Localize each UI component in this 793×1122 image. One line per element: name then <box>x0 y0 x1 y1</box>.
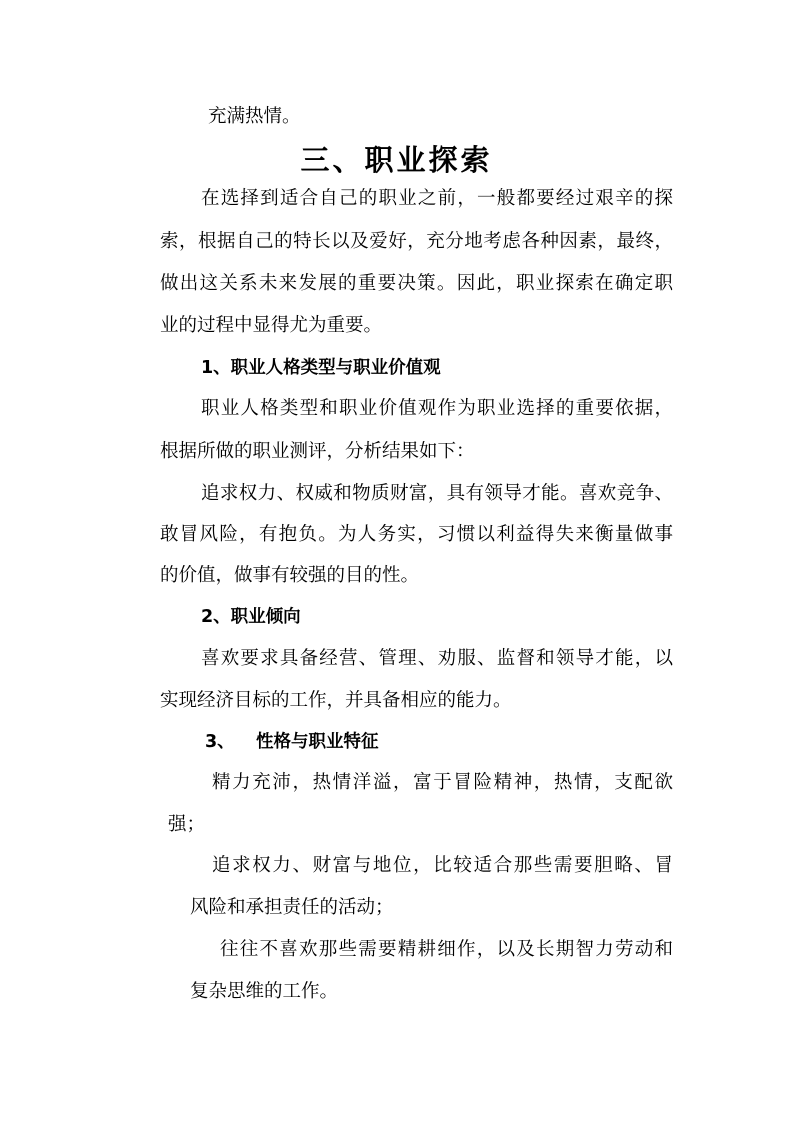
text-line: 追求权力、权威和物质财富，具有领导才能。喜欢竞争、 <box>201 483 673 504</box>
text-line: 强； <box>168 814 206 835</box>
subsection-heading-1: 1、职业人格类型与职业价值观 <box>201 358 441 378</box>
text-line: 在选择到适合自己的职业之前，一般都要经过艰辛的探 <box>201 188 673 209</box>
text-line: 业的过程中显得尤为重要。 <box>160 315 383 336</box>
text-line: 往往不喜欢那些需要精耕细作，以及长期智力劳动和 <box>220 939 673 960</box>
text-line: 索，根据自己的特长以及爱好，充分地考虑各种因素，最终， <box>160 231 673 252</box>
text-line: 复杂思维的工作。 <box>190 981 339 1002</box>
subsection-heading-3: 性格与职业特征 <box>256 732 379 752</box>
section-title: 三、职业探索 <box>300 143 493 177</box>
text-line: 根据所做的职业测评，分析结果如下： <box>160 441 475 462</box>
continuation-line: 充满热情。 <box>208 106 301 127</box>
text-line: 实现经济目标的工作，并具备相应的能力。 <box>160 690 512 711</box>
text-line: 精力充沛，热情洋溢，富于冒险精神，热情，支配欲 <box>212 772 673 793</box>
subsection-heading-2: 2、职业倾向 <box>201 607 301 627</box>
subsection-number-3: 3、 <box>205 732 235 752</box>
text-line: 风险和承担责任的活动； <box>190 897 394 918</box>
text-line: 做出这关系未来发展的重要决策。因此，职业探索在确定职 <box>160 273 673 294</box>
text-line: 追求权力、财富与地位，比较适合那些需要胆略、冒 <box>212 855 673 876</box>
text-line: 职业人格类型和职业价值观作为职业选择的重要依据， <box>201 398 673 419</box>
text-line: 喜欢要求具备经营、管理、劝服、监督和领导才能，以 <box>201 648 673 669</box>
text-line: 的价值，做事有较强的目的性。 <box>160 565 420 586</box>
text-line: 敢冒风险，有抱负。为人务实，习惯以利益得失来衡量做事 <box>160 524 673 545</box>
